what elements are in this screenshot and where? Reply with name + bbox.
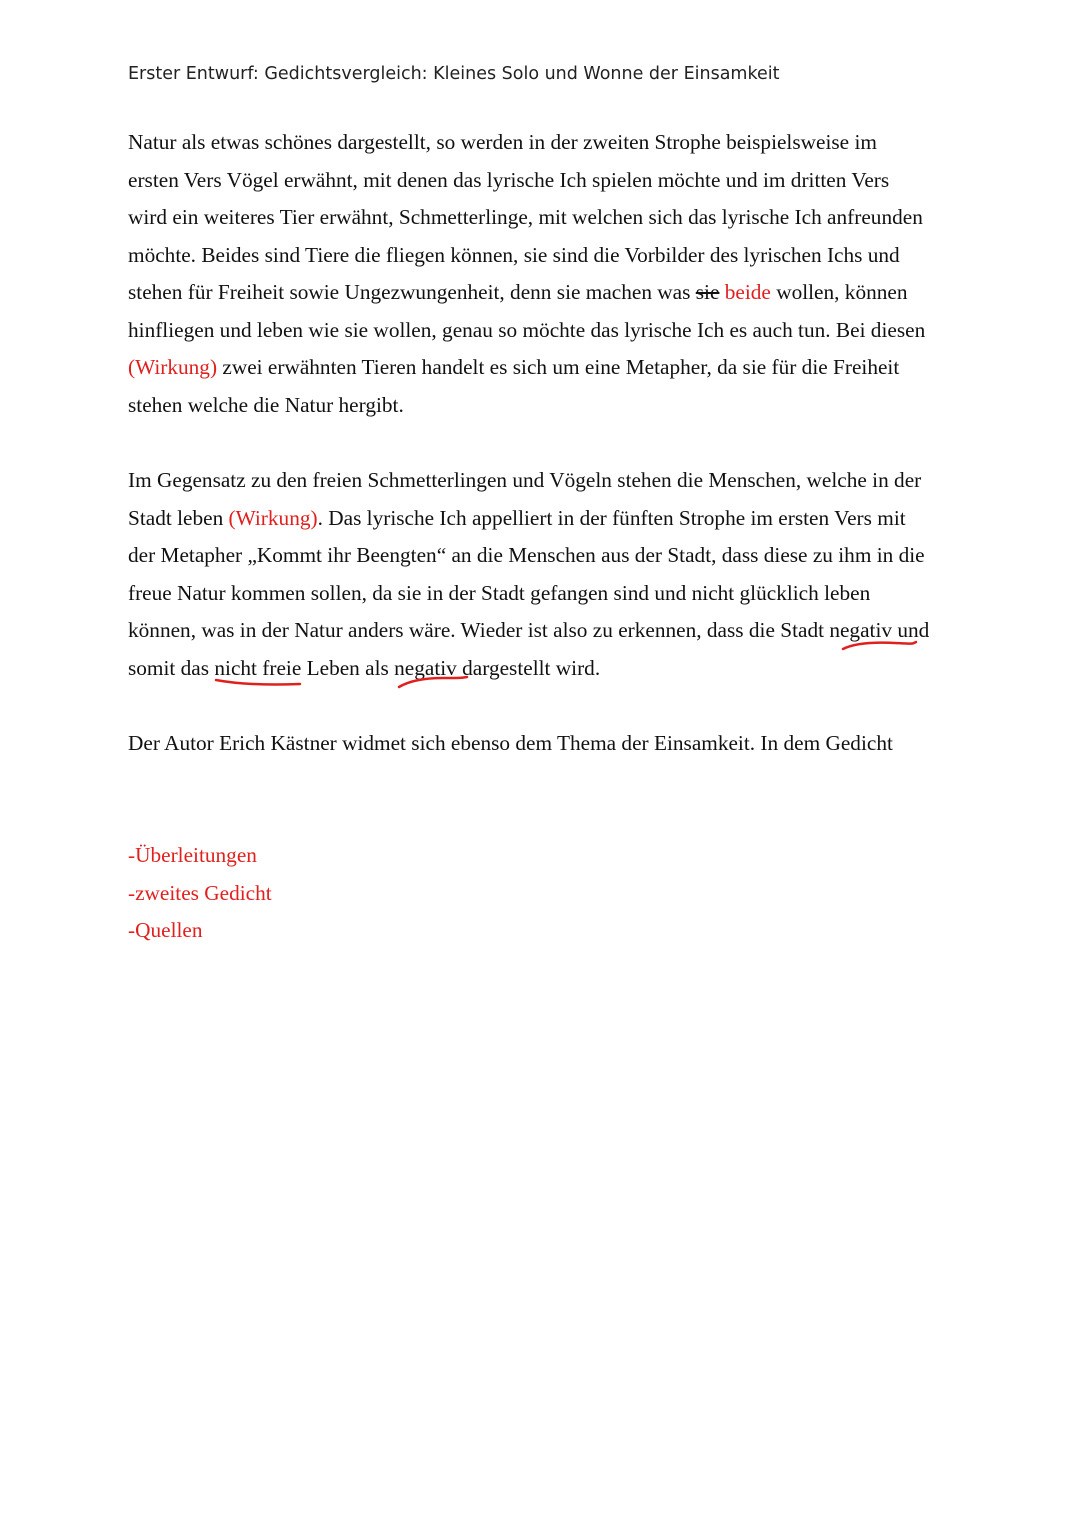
text-line: Der Autor Erich Kästner widmet sich ebenso dem Thema der Einsamkeit. In dem Gedicht: [128, 731, 893, 755]
text-span: stehen für Freiheit sowie Ungezwungenheit, denn sie machen was: [128, 280, 696, 304]
text-line: somit das nicht freie Leben als negativ dargestellt wird.: [128, 656, 601, 680]
todo-note: -Überleitungen: [128, 843, 257, 867]
text-line: der Metapher „Kommt ihr Beengten“ an die Menschen aus der Stadt, dass diese zu ihm in die: [128, 543, 925, 567]
text-span: . Das lyrische Ich appelliert in der fünften Strophe im ersten Vers mit: [317, 506, 906, 530]
annotation-wirkung: (Wirkung): [228, 506, 318, 530]
text-span: zwei erwähnten Tieren handelt es sich um eine Metapher, da sie für die Freiheit: [217, 355, 900, 379]
todo-note: -zweites Gedicht: [128, 881, 272, 905]
text-line: stehen welche die Natur hergibt.: [128, 393, 404, 417]
text-line: [128, 278, 908, 306]
text-line: Im Gegensatz zu den freien Schmetterlingen und Vögeln stehen die Menschen, welche in der: [128, 468, 922, 492]
text-line: Natur als etwas schönes dargestellt, so werden in der zweiten Strophe beispielsweise im: [128, 130, 877, 154]
annotation-wirkung: (Wirkung): [128, 355, 218, 379]
text-line: ersten Vers Vögel erwähnt, mit denen das lyrische Ich spielen möchte und im dritten Vers: [128, 168, 890, 192]
text-line: möchte. Beides sind Tiere die fliegen können, sie sind die Vorbilder des lyrischen Ichs und: [128, 243, 900, 267]
inserted-word: beide: [724, 280, 771, 304]
text-span: Stadt leben: [128, 506, 229, 530]
document-header: Erster Entwurf: Gedichtsvergleich: Kleines Solo und Wonne der Einsamkeit: [128, 64, 780, 84]
text-line: [128, 353, 899, 381]
text-span: wollen, können: [770, 280, 908, 304]
text-line: [128, 504, 906, 532]
text-line: hinfliegen und leben wie sie wollen, genau so möchte das lyrische Ich es auch tun. Bei diesen: [128, 318, 926, 342]
todo-note: -Quellen: [128, 918, 203, 942]
text-line: freue Natur kommen sollen, da sie in der Stadt gefangen sind und nicht glücklich leben: [128, 581, 871, 605]
struck-word: sie: [695, 280, 720, 304]
text-line: wird ein weiteres Tier erwähnt, Schmetterlinge, mit welchen sich das lyrische Ich anfreunden: [128, 205, 923, 229]
text-line: können, was in der Natur anders wäre. Wieder ist also zu erkennen, dass die Stadt negativ und: [128, 618, 930, 642]
